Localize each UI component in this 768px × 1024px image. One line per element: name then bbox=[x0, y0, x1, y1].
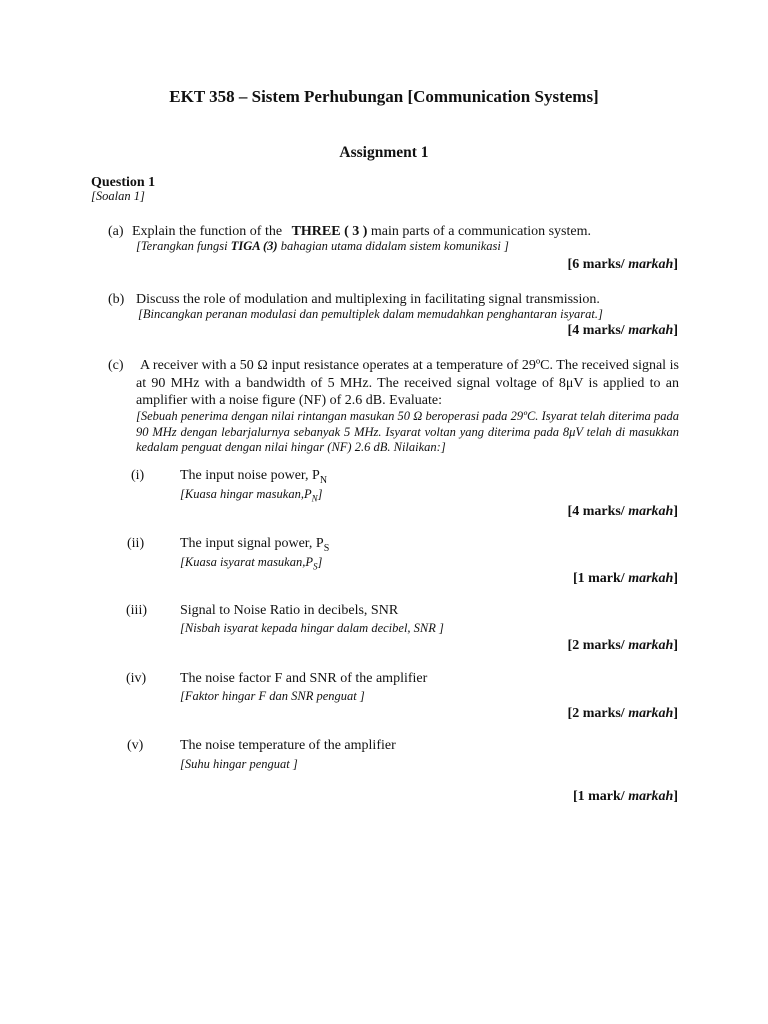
question-subheading: [Soalan 1] bbox=[91, 189, 145, 203]
marks-count: [2 marks/ bbox=[567, 638, 629, 653]
part-a-label: (a) bbox=[108, 224, 124, 239]
item-i-malay bbox=[180, 487, 323, 504]
item-i-malay-subscript: N bbox=[311, 493, 318, 504]
marks-count: [1 mark/ bbox=[572, 789, 629, 804]
item-iv-text: The noise factor F and SNR of the amplifier bbox=[180, 671, 428, 686]
marks-word: markah bbox=[628, 789, 674, 804]
marks-close: ] bbox=[673, 638, 678, 653]
item-ii-marks bbox=[573, 571, 678, 587]
item-ii-malay-main: [Kuasa isyarat masukan,P bbox=[180, 555, 313, 569]
marks-close: ] bbox=[673, 571, 678, 586]
part-a-question bbox=[132, 224, 591, 240]
marks-count: [1 mark/ bbox=[572, 571, 629, 586]
part-a-text-bold: THREE ( 3 ) bbox=[291, 224, 368, 239]
marks-word: markah bbox=[628, 323, 674, 338]
marks-word: markah bbox=[628, 257, 674, 272]
item-i-malay-close: ] bbox=[317, 487, 323, 501]
item-iii-marks bbox=[568, 638, 678, 654]
item-v-text: The noise temperature of the amplifier bbox=[180, 738, 396, 753]
item-iii-number: (iii) bbox=[126, 603, 147, 618]
question-heading: Question 1 bbox=[91, 175, 156, 190]
marks-word: markah bbox=[628, 504, 674, 519]
item-ii-malay-close: ] bbox=[317, 555, 323, 569]
part-b-label: (b) bbox=[108, 292, 125, 307]
item-v-number: (v) bbox=[127, 738, 144, 753]
item-i-subscript: N bbox=[319, 474, 328, 486]
marks-count: [4 marks/ bbox=[567, 323, 629, 338]
part-a-text-before: Explain the function of the bbox=[132, 224, 286, 239]
marks-close: ] bbox=[673, 504, 678, 519]
marks-word: markah bbox=[628, 571, 674, 586]
item-iv-number: (iv) bbox=[126, 671, 147, 686]
item-iv-malay: [Faktor hingar F dan SNR penguat ] bbox=[180, 689, 365, 703]
assignment-heading: Assignment 1 bbox=[339, 144, 429, 161]
marks-word: markah bbox=[628, 706, 674, 721]
part-b-question: Discuss the role of modulation and multiplexing in facilitating signal transmission. bbox=[136, 292, 600, 307]
item-i-main: The input noise power, P bbox=[180, 468, 320, 483]
marks-count: [4 marks/ bbox=[567, 504, 629, 519]
marks-count: [6 marks/ bbox=[567, 257, 629, 272]
part-a-marks bbox=[568, 257, 678, 273]
item-iii-malay: [Nisbah isyarat kepada hingar dalam decibel, SNR ] bbox=[180, 621, 444, 635]
item-i-number: (i) bbox=[131, 468, 145, 483]
marks-word: markah bbox=[628, 638, 674, 653]
part-a-malay-before: [Terangkan fungsi bbox=[136, 239, 231, 253]
part-c-question: A receiver with a 50 Ω input resistance operates at a temperature of 29ºC. The received signal is at 90 MHz with a bandwidth of 5 MHz. The received signal voltage of 8μV is applied to an amplifier with a noise figure (NF) of 2.6 dB. Evaluate: bbox=[136, 358, 679, 408]
part-c-malay: [Sebuah penerima dengan nilai rintangan masukan 50 Ω beroperasi pada 29ºC. Isyarat telah diterima pada 90 MHz dengan lebarjalurnya sebanyak 5 MHz. Isyarat voltan yang diterima pada 8μV telah di masukkan kedalam penguat dengan nilai hingar (NF) 2.6 dB. Nilaikan:] bbox=[136, 409, 679, 454]
item-v-marks bbox=[573, 789, 678, 805]
item-ii-number: (ii) bbox=[127, 536, 145, 551]
item-ii-text bbox=[180, 536, 329, 554]
part-a-malay-after: bahagian utama didalam sistem komunikasi ] bbox=[277, 239, 509, 253]
item-i-text bbox=[180, 468, 327, 486]
marks-close: ] bbox=[673, 706, 678, 721]
item-iii-text: Signal to Noise Ratio in decibels, SNR bbox=[180, 603, 399, 618]
part-a-malay bbox=[136, 239, 509, 254]
marks-close: ] bbox=[673, 257, 678, 272]
item-ii-malay-subscript: S bbox=[313, 561, 318, 572]
part-c-label: (c) bbox=[108, 358, 124, 373]
marks-close: ] bbox=[673, 323, 678, 338]
item-iv-marks bbox=[568, 706, 678, 722]
document-title: EKT 358 – Sistem Perhubungan [Communication Systems] bbox=[169, 87, 599, 106]
item-ii-subscript: S bbox=[323, 542, 330, 554]
item-i-malay-main: [Kuasa hingar masukan,P bbox=[180, 487, 312, 501]
part-b-marks bbox=[568, 323, 678, 339]
item-i-marks bbox=[568, 504, 678, 520]
marks-count: [2 marks/ bbox=[567, 706, 629, 721]
part-a-malay-bold: TIGA (3) bbox=[230, 239, 278, 253]
item-v-malay: [Suhu hingar penguat ] bbox=[180, 757, 298, 771]
part-b-malay: [Bincangkan peranan modulasi dan pemultiplek dalam memudahkan penghantaran isyarat.] bbox=[138, 307, 603, 321]
marks-close: ] bbox=[673, 789, 678, 804]
item-ii-malay bbox=[180, 555, 322, 572]
part-a-text-after: main parts of a communication system. bbox=[367, 224, 591, 239]
item-ii-main: The input signal power, P bbox=[180, 536, 324, 551]
